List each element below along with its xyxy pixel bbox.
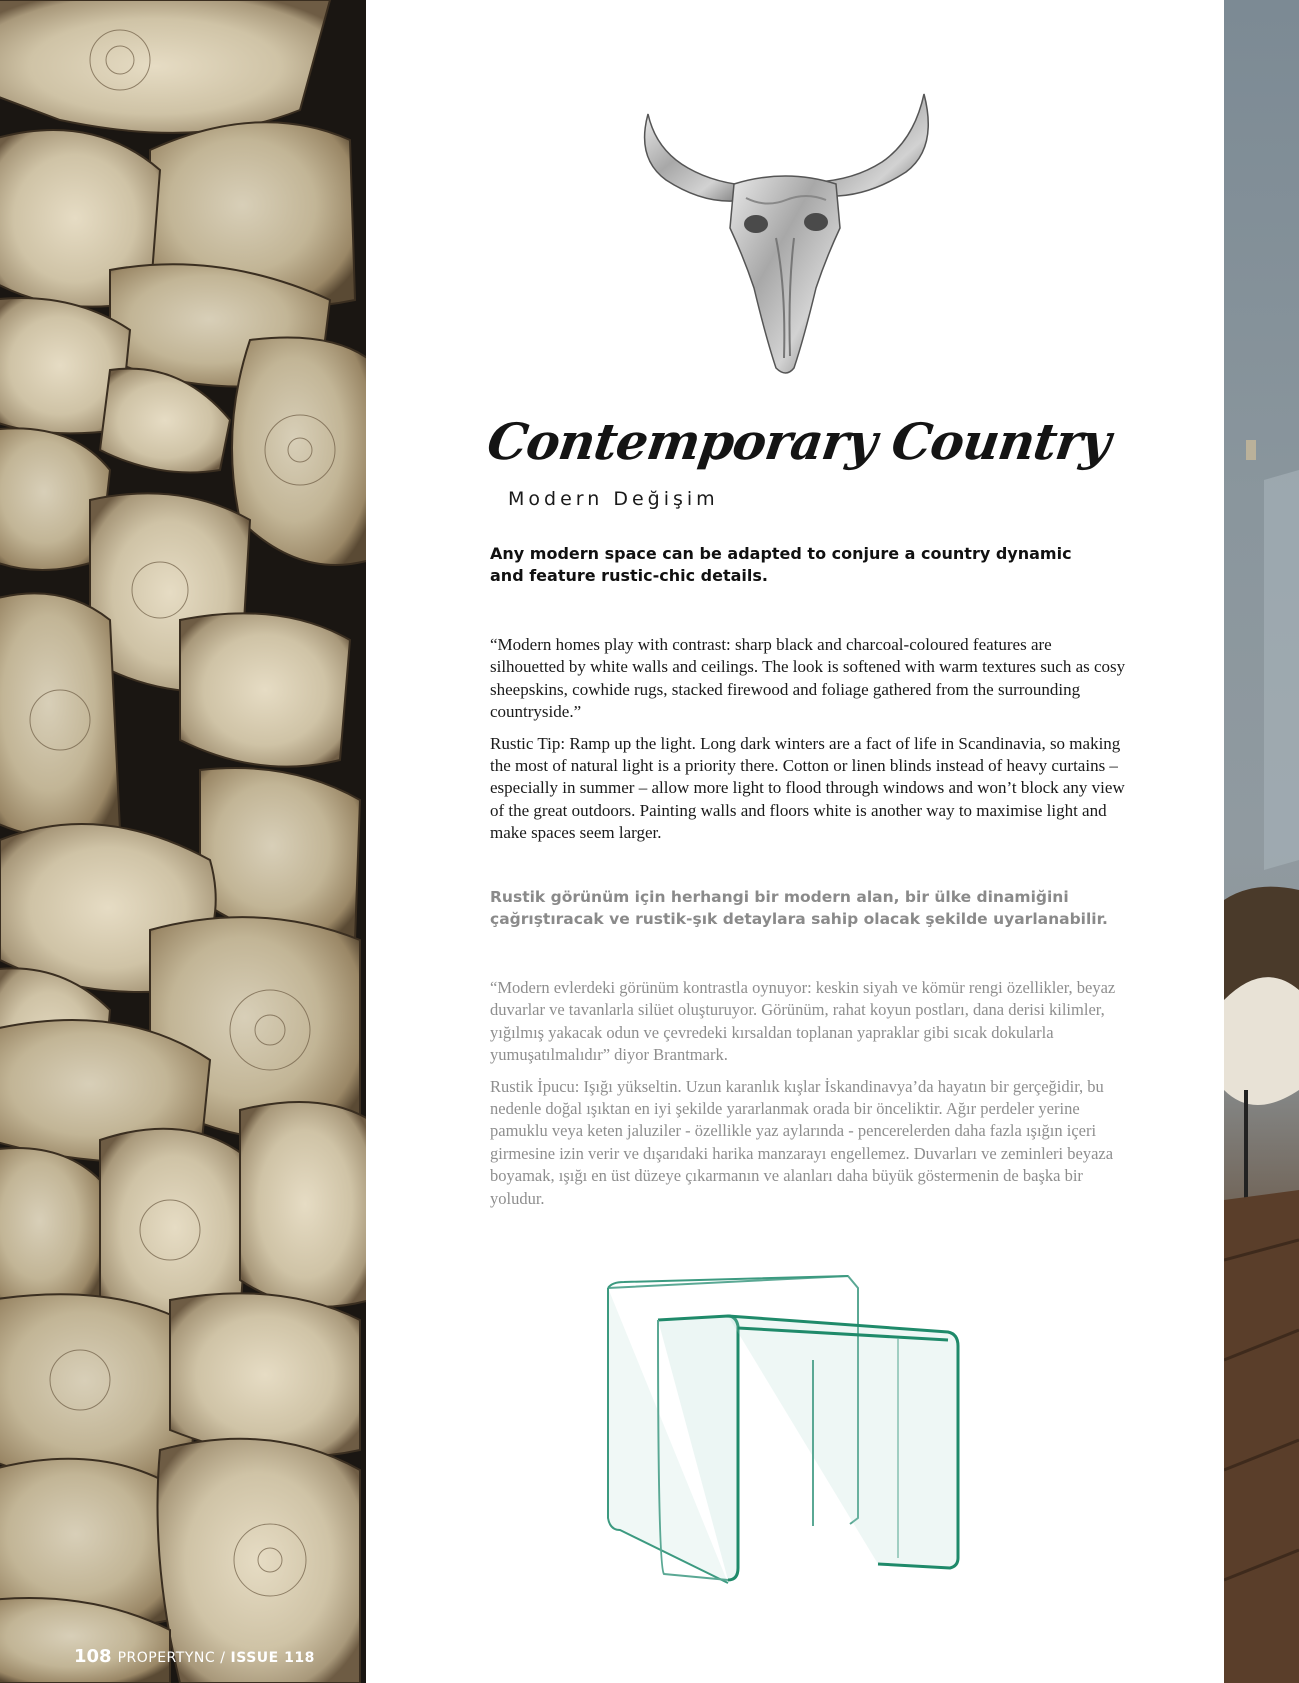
page-number: 108: [74, 1646, 112, 1667]
firewood-illustration: [0, 0, 366, 1683]
body-turkish-paragraph: “Modern evlerdeki görünüm kontrastla oynuyor: keskin siyah ve kömür rengi özellikler, beyaz duvarlar ve tavanlarla silüet oluşturuyor. Görünüm, rahat koyun postları, dana derisi kilimler, yığılmış yakacak odun ve çevredeki kırsaldan toplanan yapraklar gibi sıcak dokularla yumuşatılmalıdır” diyor Brantmark.: [490, 978, 1116, 1065]
interior-room-photo: [1224, 0, 1299, 1683]
article-title: Contemporary Country: [483, 412, 1114, 471]
body-english-paragraph: Rustic Tip: Ramp up the light. Long dark winters are a fact of life in Scandinavia, so making the most of natural light is a priority there. Cotton or linen blinds instead of heavy curtains – especially in summer – allow more light to flood through windows and won’t block any view of the great outdoors. Painting walls and floors white is another way to maximise light and make spaces seem larger.: [490, 733, 1125, 843]
intro-turkish: Rustik görünüm için herhangi bir modern alan, bir ülke dinamiğini çağrıştıracak ve rustik-şık detaylara sahip olacak şekilde uyarlanabilir.: [490, 888, 1108, 928]
body-turkish-paragraph: Rustik İpucu: Işığı yükseltin. Uzun karanlık kışlar İskandinavya’da hayatın bir gerçeğidir, bu nedenle doğal ışıktan en iyi şekilde yararlanmak orada bir önceliktir. Ağır perdeler yerine pamuklu veya keten jaluziler - özellikle yaz aylarında - pencerelerden daha fazla ışığın içeri girmesine izin verir ve dışarıdaki harika manzarayı engellemez. Duvarları ve zeminleri beyaza boyamak, ışığı en üst düzeye çıkarmanın ve alanları daha büyük göstermenin de başka bir yoludur.: [490, 1076, 1114, 1208]
body-turkish: [490, 977, 1130, 1219]
firewood-photo: [0, 0, 366, 1683]
room-illustration: [1224, 0, 1299, 1683]
publication-name: PROPERTYNC: [117, 1650, 216, 1666]
body-english: [490, 634, 1130, 854]
article-column: [366, 0, 1224, 1683]
page-folio: [74, 1646, 315, 1667]
folio-separator: /: [220, 1650, 226, 1666]
body-english-paragraph: “Modern homes play with contrast: sharp black and charcoal-coloured features are silhouetted by white walls and ceilings. The look is softened with warm textures such as cosy sheepskins, cowhide rugs, stacked firewood and foliage gathered from the surrounding countryside.”: [490, 635, 1126, 722]
glass-nesting-tables: [598, 1268, 978, 1598]
article-subtitle: Modern Değişim: [508, 488, 719, 510]
issue-number: ISSUE 118: [230, 1650, 315, 1666]
bull-skull-ornament: [626, 88, 946, 388]
intro-english: Any modern space can be adapted to conjure a country dynamic and feature rustic-chic details.: [490, 544, 1072, 585]
